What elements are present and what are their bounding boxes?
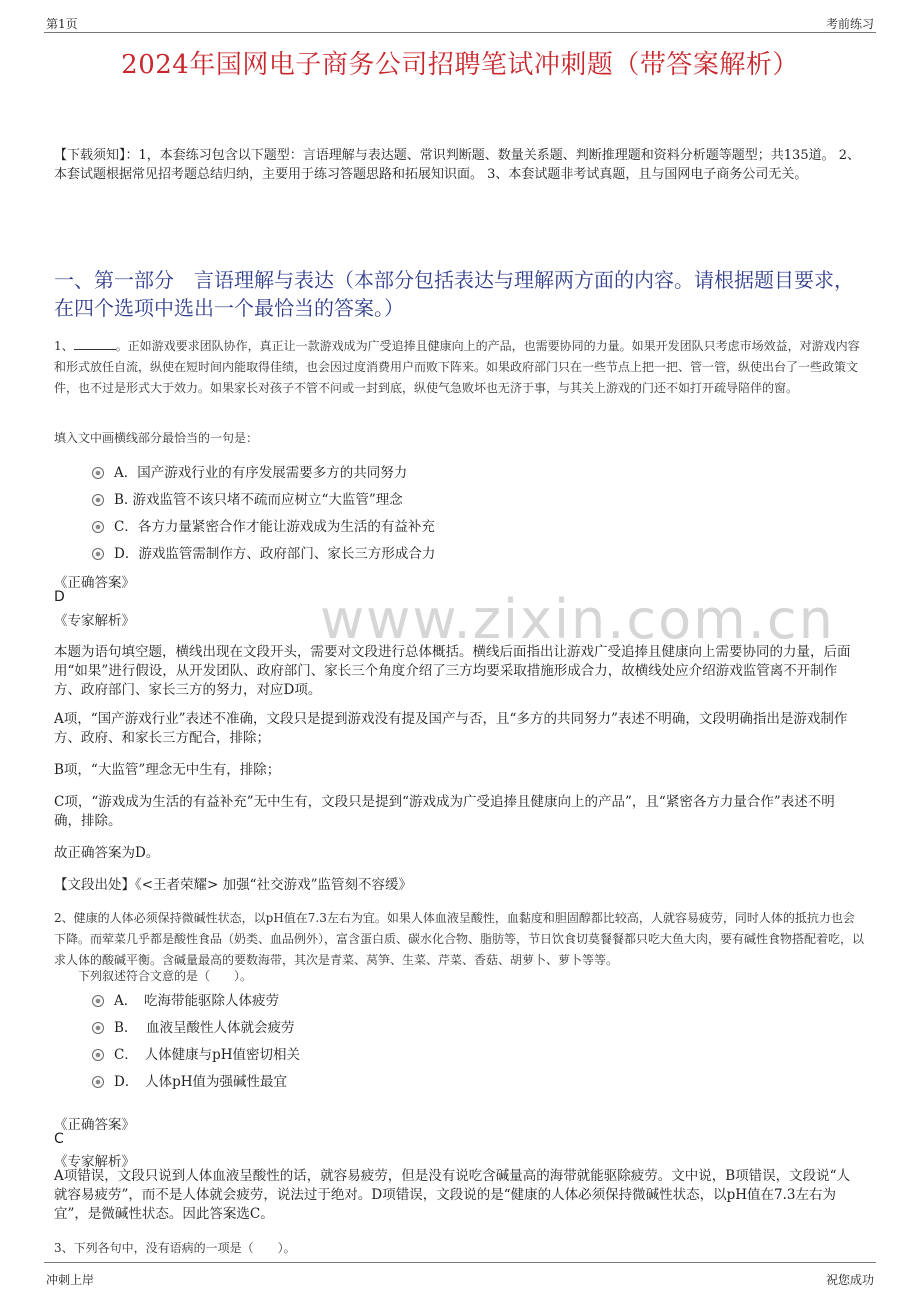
footer-left: 冲刺上岸 [46, 1273, 95, 1287]
question-1-text: 。正如游戏要求团队协作，真正让一款游戏成为广受追捧且健康向上的产品，也需要协同的力量。如果开发团队只考虑市场效益，对游戏内容和形式放任自流，纵使在短时间内能取得佳绩，也会因过度消费用户而败下阵来。如果政府部门只在一些节点上把一把、管一管，纵使出台了一些政策文件，也不过是形式大于效力。如果家长对孩子不管不问或一封到底，纵使气急败坏也无济于事，与其关上游戏的门还不如打开疏导陪伴的窗。 [54, 339, 860, 395]
q2-analysis-label: 《专家解析》 [54, 1154, 135, 1170]
q1-analysis-a: A项，“国产游戏行业”表述不准确，文段只是提到游戏没有提及国产与否，且“多方的共同努力”表述不明确，文段明确指出是游戏制作方、政府、和家长三方配合，排除； [54, 711, 848, 746]
q1-answer: D [54, 589, 65, 605]
q1-analysis-main: 本题为语句填空题，横线出现在文段开头，需要对文段进行总体概括。横线后面指出让游戏广受追捧且健康向上需要协同的力量，后面用“如果”进行假设，从开发团队、政府部门、家长三个角度介绍了三方均要采取措施形成合力，故横线处应介绍游戏监管离不开制作方、政府部门、家长三方的努力，对应D项。 [54, 644, 851, 698]
radio-icon[interactable] [92, 494, 104, 506]
radio-icon[interactable] [92, 548, 104, 560]
q2-analysis: A项错误，文段只说到人体血液呈酸性的话，就容易疲劳，但是没有说吃含碱量高的海带就能驱除疲劳。文中说，B项错误，文段说“人就容易疲劳”，而不是人体就会疲劳，说法过于绝对。D项错误，文段说的是“健康的人体必须保持微碱性状态，以pH值在7.3左右为宜”，是微碱性状态。因此答案选C。 [54, 1168, 851, 1222]
page-number: 第1页 [46, 17, 78, 31]
q1-option-d[interactable]: D．游戏监管需制作方、政府部门、家长三方形成合力 [92, 542, 435, 562]
q2-option-a[interactable]: A． 吃海带能驱除人体疲劳 [92, 989, 279, 1009]
document-title: 2024年国网电子商务公司招聘笔试冲刺题（带答案解析） [121, 50, 799, 80]
radio-icon[interactable] [92, 467, 104, 479]
q1-analysis-c: C项，“游戏成为生活的有益补充”无中生有，文段只是提到“游戏成为广受追捧且健康向上的产品”，且“紧密各方力量合作”表述不明确，排除。 [54, 794, 835, 829]
header-tag: 考前练习 [825, 17, 874, 31]
radio-icon[interactable] [92, 1049, 104, 1061]
radio-icon[interactable] [92, 1022, 104, 1034]
question-3-stem: 3、下列各句中，没有语病的一项是（ ）。 [54, 1241, 296, 1255]
question-1-prompt: 填入文中画横线部分最恰当的一句是： [54, 431, 259, 445]
radio-icon[interactable] [92, 521, 104, 533]
q2-option-d[interactable]: D． 人体pH值为强碱性最宜 [92, 1070, 287, 1090]
q2-option-c[interactable]: C． 人体健康与pH值密切相关 [92, 1043, 300, 1063]
radio-icon[interactable] [92, 995, 104, 1007]
page-header [44, 14, 876, 33]
q1-analysis-conclusion: 故正确答案为D。 [54, 845, 160, 861]
q1-option-c[interactable]: C．各方力量紧密合作才能让游戏成为生活的有益补充 [92, 515, 435, 535]
page-footer [44, 1262, 876, 1287]
q2-answer: C [54, 1131, 64, 1147]
question-2-prompt: 下列叙述符合文意的是（ ）。 [78, 969, 253, 983]
fill-blank [74, 337, 116, 350]
q1-analysis-label: 《专家解析》 [54, 613, 135, 629]
question-2-stem: 2、健康的人体必须保持微碱性状态，以pH值在7.3左右为宜。如果人体血液呈酸性，血黏度和胆固醇都比较高，人就容易疲劳，同时人体的抵抗力也会下降。而荤菜几乎都是酸性食品（奶类、血品例外），富含蛋白质、碳水化合物、脂肪等，节日饮食切莫餐餐都只吃大鱼大肉，要有碱性食物搭配着吃，以求人体的酸碱平衡。含碱量最高的要数海带，其次是青菜、莴笋、生菜、芹菜、香菇、胡萝卜、萝卜等等。 [54, 911, 865, 967]
q1-source: 【文段出处】《<王者荣耀> 加强“社交游戏”监管刻不容缓》 [54, 877, 412, 893]
q1-analysis-b: B项，“大监管”理念无中生有，排除； [54, 762, 281, 778]
section-heading: 一、第一部分 言语理解与表达（本部分包括表达与理解两方面的内容。请根据题目要求，在四个选项中选出一个最恰当的答案。） [54, 268, 854, 320]
question-1-stem [54, 336, 864, 399]
download-notice: 【下载须知】：1，本套练习包含以下题型：言语理解与表达题、常识判断题、数量关系题、判断推理题和资料分析题等题型；共135道。 2、本套试题根据常见招考题总结归纳，主要用于练习答题思路和拓展知识面。 3、本套试题非考试真题，且与国网电子商务公司无关。 [54, 148, 860, 182]
q1-option-b[interactable]: B. 游戏监管不该只堵不疏而应树立“大监管”理念 [92, 488, 403, 508]
q2-answer-label: 《正确答案》 [54, 1117, 135, 1133]
footer-right: 祝您成功 [825, 1273, 874, 1287]
q2-option-b[interactable]: B. 血液呈酸性人体就会疲劳 [92, 1016, 295, 1036]
watermark: www.zixin.com.cn [320, 588, 835, 651]
q1-option-a[interactable]: A．国产游戏行业的有序发展需要多方的共同努力 [92, 461, 407, 481]
question-1-number: 1、 [54, 339, 74, 353]
q1-answer-label: 《正确答案》 [54, 575, 135, 591]
radio-icon[interactable] [92, 1076, 104, 1088]
